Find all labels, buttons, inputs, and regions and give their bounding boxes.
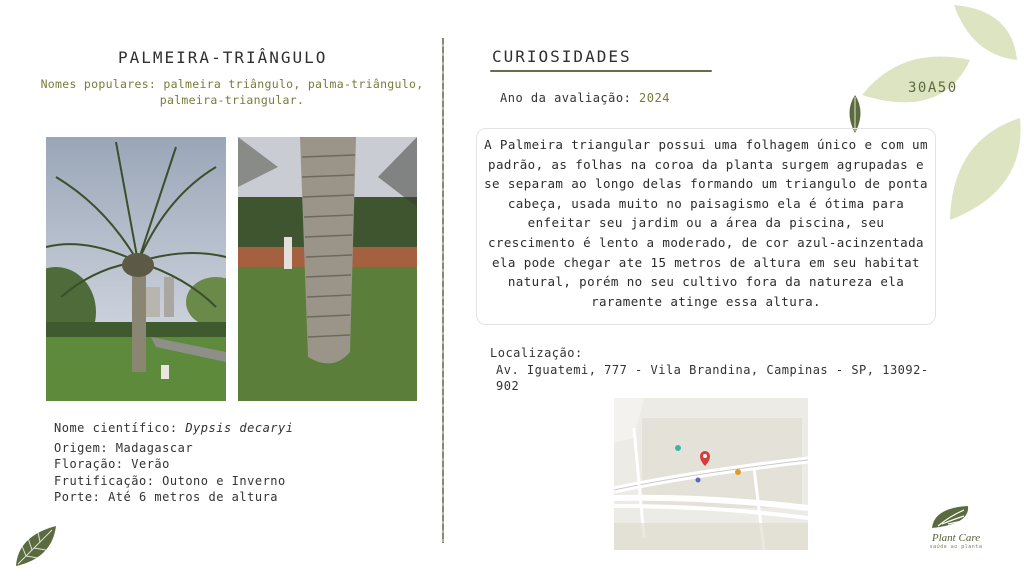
popular-names-line1: Nomes populares: palmeira triângulo, palma-triângulo, — [40, 77, 424, 91]
evaluation-year — [500, 90, 750, 107]
location-map[interactable] — [614, 398, 808, 550]
palm-tree-photo — [46, 137, 226, 401]
location-label: Localização: — [490, 346, 583, 360]
plant-info — [54, 420, 414, 506]
location-address: Av. Iguatemi, 777 - Vila Brandina, Campinas - SP, 13092-902 — [496, 362, 929, 393]
title-underline — [490, 70, 712, 72]
origin: Origem: Madagascar — [54, 440, 194, 455]
popular-names-line2: palmeira-triangular. — [159, 93, 305, 107]
leaf-icon — [12, 524, 60, 568]
decorative-leaves — [862, 0, 1024, 225]
plant-title: PALMEIRA-TRIÂNGULO — [118, 48, 328, 67]
brand-logo — [920, 502, 992, 550]
scientific-name-value: Dypsis decaryi — [185, 421, 294, 435]
location — [490, 345, 950, 395]
popular-names — [30, 76, 434, 108]
scientific-name-label: Nome científico: — [54, 421, 186, 435]
brand-tagline: saúde ao planta — [929, 544, 983, 550]
plant-size: Porte: Até 6 metros de altura — [54, 490, 279, 504]
column-divider — [442, 38, 444, 543]
evaluation-year-value: 2024 — [639, 91, 670, 105]
trunk-photo — [238, 137, 417, 401]
flowering: Floração: Verão — [54, 457, 170, 471]
evaluation-year-label: Ano da avaliação: — [500, 91, 640, 105]
brand-name: Plant Care — [931, 532, 981, 544]
fruiting: Frutificação: Outono e Inverno — [54, 473, 286, 488]
badge-code: 30A50 — [908, 80, 958, 96]
curiosity-text: A Palmeira triangular possui uma folhagem único e com um padrão, as folhas na coroa da planta surgem agrupadas e se separam ao longo delas formando um triangulo de ponta cabeça, usada muito no paisagismo ela é ótima para enfeitar seu jardim ou a área da piscina, seu crescimento é lento a moderado, de cor azul-acinzentada ela pode chegar ate 15 metros de altura em seu habitat natural, porém no seu cultivo fora da natureza ela raramente atinge essa altura. — [476, 128, 936, 325]
scientific-name — [54, 420, 414, 437]
curiosities-title: CURIOSIDADES — [492, 47, 632, 66]
